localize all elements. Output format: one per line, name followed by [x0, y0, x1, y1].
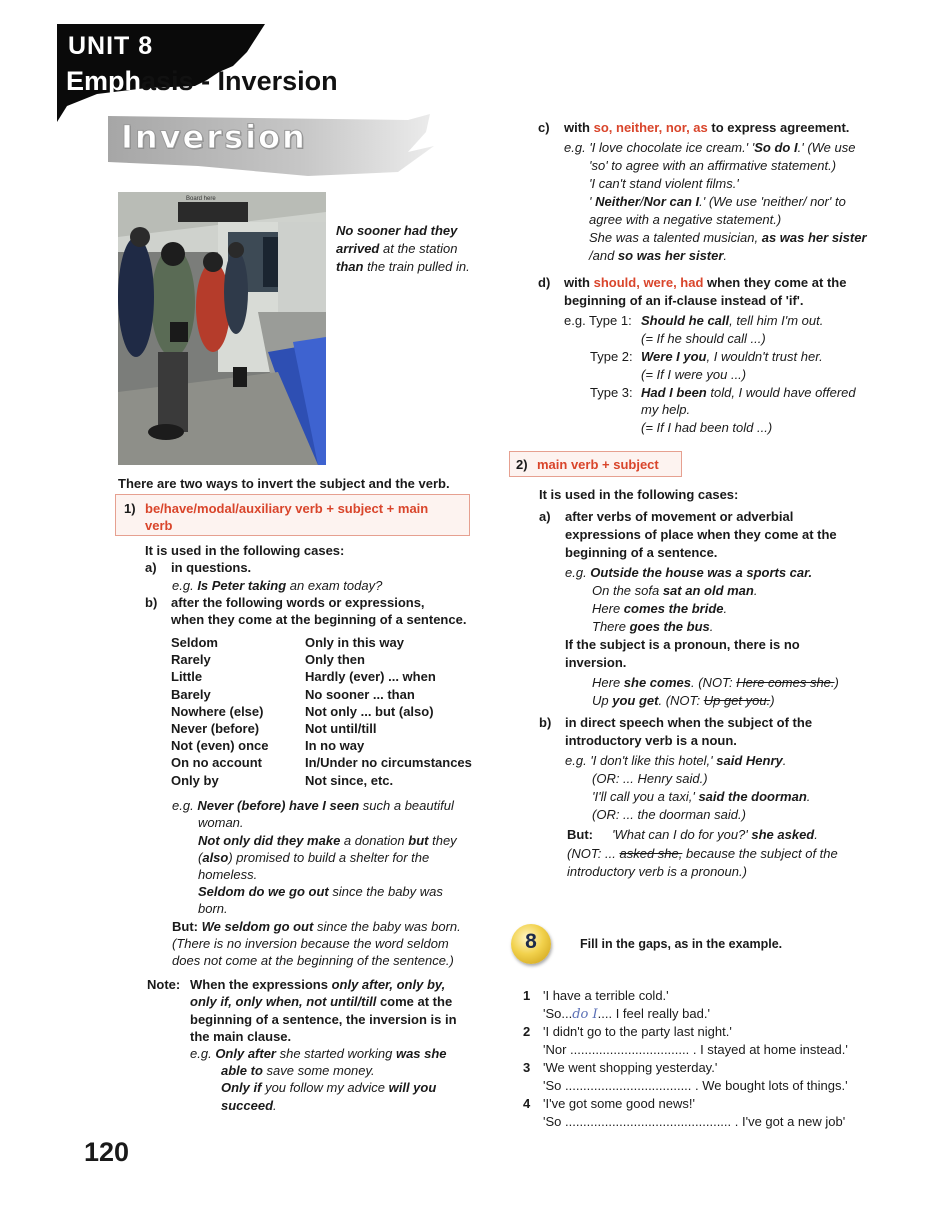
expression-item: Rarely — [171, 652, 211, 668]
expression-item: On no account — [171, 755, 262, 771]
case-2b-label: b) — [539, 715, 552, 730]
case-d-type1-label: e.g. Type 1: — [564, 313, 632, 328]
expression-item: Not only ... but (also) — [305, 703, 434, 719]
note-line2: only if, only when, not until/till come at the — [190, 994, 453, 1009]
expression-item: Barely — [171, 686, 211, 702]
expression-item: Not (even) once — [171, 738, 269, 754]
intro-text: There are two ways to invert the subject and the verb. — [118, 476, 450, 491]
but-explanation-line1: (There is no inversion because the word seldom — [172, 936, 449, 951]
exercise-item-answer-line[interactable]: 'So ................................... . We bought lots of things.' — [543, 1078, 848, 1093]
case-d-type2-paraphrase: (= If I were you ...) — [641, 367, 747, 382]
case-d-type2-label: Type 2: — [590, 349, 633, 364]
expression-item: Nowhere (else) — [171, 703, 264, 719]
case-2a-line1: after verbs of movement or adverbial — [565, 509, 794, 524]
case-2b-example-3: 'I'll call you a taxi,' said the doorman. — [592, 789, 811, 804]
case-d-type3-example: Had I been told, I would have offered — [641, 385, 856, 400]
expression-item: Not until/till — [305, 721, 377, 737]
example-notonly-line2: (also) promised to build a shelter for the — [198, 850, 430, 865]
but-explanation-line2: does not come at the beginning of the sentence.) — [172, 953, 454, 968]
case-a-label: a) — [145, 560, 157, 575]
exercise-item-prompt: 'I didn't go to the party last night.' — [543, 1024, 732, 1039]
case-a-text: in questions. — [171, 560, 252, 575]
case-2a-line2: expressions of place when they come at the — [565, 527, 837, 542]
note-line4: the main clause. — [190, 1029, 292, 1044]
page-number: 120 — [84, 1137, 130, 1167]
case-d-type2-example: Were I you, I wouldn't trust her. — [641, 349, 823, 364]
case-d-type3-paraphrase: (= If I had been told ...) — [641, 420, 773, 435]
case-d-heading-line1: with should, were, had when they come at the — [564, 275, 847, 290]
exercise-item-number: 2 — [523, 1024, 531, 1039]
case-b-line2: when they come at the beginning of a sentence. — [171, 612, 467, 627]
unit-title: Emphasis - Inversion — [66, 66, 338, 96]
expression-item: In/Under no circumstances — [305, 755, 472, 771]
rule-1-title-line2: verb — [145, 518, 173, 533]
case-2a-example-1: e.g. Outside the house was a sports car. — [565, 565, 813, 580]
not-example-line1: (NOT: ... asked she, because the subject of the — [567, 846, 838, 861]
case-2b-example-2: (OR: ... Henry said.) — [592, 771, 708, 786]
but-label-2: But: — [567, 827, 593, 842]
photo-caption: No sooner had they arrived at the station than the train pulled in. — [336, 223, 470, 274]
exercise-number-badge: 8 — [511, 924, 551, 964]
example-never-line1: e.g. Never (before) have I seen such a beautiful — [172, 798, 454, 813]
example-seldom-line1: Seldom do we go out since the baby was — [198, 884, 443, 899]
rule-2-title: main verb + subject — [537, 457, 659, 472]
exercise-item-answer-line[interactable]: 'So .............................................. . I've got a new job' — [543, 1114, 846, 1129]
case-c-label: c) — [538, 120, 550, 135]
rule-1-number: 1) — [124, 501, 136, 516]
pronoun-rule-line2: inversion. — [565, 655, 627, 670]
expression-item: Not since, etc. — [305, 772, 394, 788]
exercise-item-prompt: 'I have a terrible cold.' — [543, 988, 669, 1003]
exercise-instruction: Fill in the gaps, as in the example. — [580, 937, 783, 951]
but-example-2: 'What can I do for you?' she asked. — [612, 827, 818, 842]
not-example-line2: introductory verb is a pronoun.) — [567, 864, 747, 879]
example-notonly-line1: Not only did they make a donation but they — [198, 833, 457, 848]
note-example-2-line2: succeed. — [221, 1098, 277, 1113]
exercise-item-answer-line[interactable]: 'Nor ................................. . I stayed at home instead.' — [543, 1042, 848, 1057]
expression-item: Only by — [171, 772, 219, 788]
expression-item: No sooner ... than — [305, 686, 415, 702]
expression-item: Only in this way — [305, 635, 404, 650]
expressions-list-1 — [171, 634, 269, 789]
case-d-heading-line2: beginning of an if-clause instead of 'if'. — [564, 293, 804, 308]
exercise-answer-handwritten: do I — [572, 1007, 598, 1022]
expressions-list-2 — [305, 634, 472, 789]
rule-1-title-line1: be/have/modal/auxiliary verb + subject + main — [145, 501, 429, 516]
case-2a-line3: beginning of a sentence. — [565, 545, 718, 560]
train-station-photo — [118, 192, 326, 465]
used-in-heading-2: It is used in the following cases: — [539, 487, 739, 502]
exercise-item-prompt: 'I've got some good news!' — [543, 1096, 695, 1111]
case-d-label: d) — [538, 275, 551, 290]
case-c-example-line4: ' Neither/Nor can I.' (We use 'neither/ nor' to — [589, 194, 846, 209]
rule-2-number: 2) — [516, 457, 528, 472]
expression-item: Never (before) — [171, 721, 260, 737]
example-never-line2: woman. — [198, 815, 244, 830]
inversion-banner-title: Inversion — [121, 118, 307, 156]
expression-item: Hardly (ever) ... when — [305, 669, 436, 685]
but-example: But: We seldom go out since the baby was born. — [172, 919, 461, 934]
case-b-line1: after the following words or expressions, — [171, 595, 425, 610]
pronoun-example-2: Up you get. (NOT: Up get you.) — [592, 693, 775, 708]
case-d-type3-label: Type 3: — [590, 385, 633, 400]
case-2b-example-1: e.g. 'I don't like this hotel,' said Henry. — [565, 753, 787, 768]
exercise-item-answer-line[interactable]: 'So...do I.... I feel really bad.' — [543, 1006, 710, 1022]
case-c-example-line7: /and so was her sister. — [589, 248, 728, 263]
photo-sign-text: Board here — [186, 196, 216, 202]
case-c-example-line2: 'so' to agree with an affirmative statement.) — [589, 158, 837, 173]
case-c-example-line1: e.g. 'I love chocolate ice cream.' 'So do I.' (We use — [564, 140, 856, 155]
expression-item: Only then — [305, 652, 365, 668]
pronoun-example-1: Here she comes. (NOT: Here comes she.) — [592, 675, 839, 690]
note-example-1-line2: able to save some money. — [221, 1063, 375, 1078]
note-line3: beginning of a sentence, the inversion is in — [190, 1012, 457, 1027]
note-example-2-line1: Only if you follow my advice will you — [221, 1080, 437, 1095]
case-2a-label: a) — [539, 509, 551, 524]
expression-item: In no way — [305, 738, 365, 754]
example-seldom-line2: born. — [198, 901, 228, 916]
case-2b-line2: introductory verb is a noun. — [565, 733, 737, 748]
pronoun-rule-line1: If the subject is a pronoun, there is no — [565, 637, 800, 652]
exercise-item-number: 1 — [523, 988, 531, 1003]
case-d-type3-line2: my help. — [641, 402, 691, 417]
used-in-heading-1: It is used in the following cases: — [145, 543, 345, 558]
case-d-type1-paraphrase: (= If he should call ...) — [641, 331, 766, 346]
expression-item: Seldom — [171, 635, 218, 650]
exercise-item-number: 4 — [523, 1096, 531, 1111]
case-2b-example-4: (OR: ... the doorman said.) — [592, 807, 746, 822]
note-example-1-line1: e.g. Only after she started working was she — [190, 1046, 447, 1061]
unit-label: UNIT 8 — [68, 32, 154, 60]
case-a-example: e.g. Is Peter taking an exam today? — [172, 578, 383, 593]
case-b-label: b) — [145, 595, 158, 610]
case-c-heading: with so, neither, nor, as to express agreement. — [564, 120, 850, 135]
case-c-example-line3: 'I can't stand violent films.' — [589, 176, 739, 191]
example-notonly-line3: homeless. — [198, 867, 258, 882]
exercise-item-number: 3 — [523, 1060, 531, 1075]
case-d-type1-example: Should he call, tell him I'm out. — [641, 313, 824, 328]
exercise-item-prompt: 'We went shopping yesterday.' — [543, 1060, 718, 1075]
expression-item: Little — [171, 669, 203, 685]
case-2a-example-3: Here comes the bride. — [592, 601, 728, 616]
case-c-example-line5: agree with a negative statement.) — [589, 212, 782, 227]
case-2b-line1: in direct speech when the subject of the — [565, 715, 813, 730]
case-c-example-line6: She was a talented musician, as was her sister — [589, 230, 867, 245]
case-2a-example-2: On the sofa sat an old man. — [592, 583, 758, 598]
note-line1: When the expressions only after, only by, — [190, 977, 446, 992]
note-label: Note: — [147, 977, 181, 992]
case-2a-example-4: There goes the bus. — [592, 619, 714, 634]
